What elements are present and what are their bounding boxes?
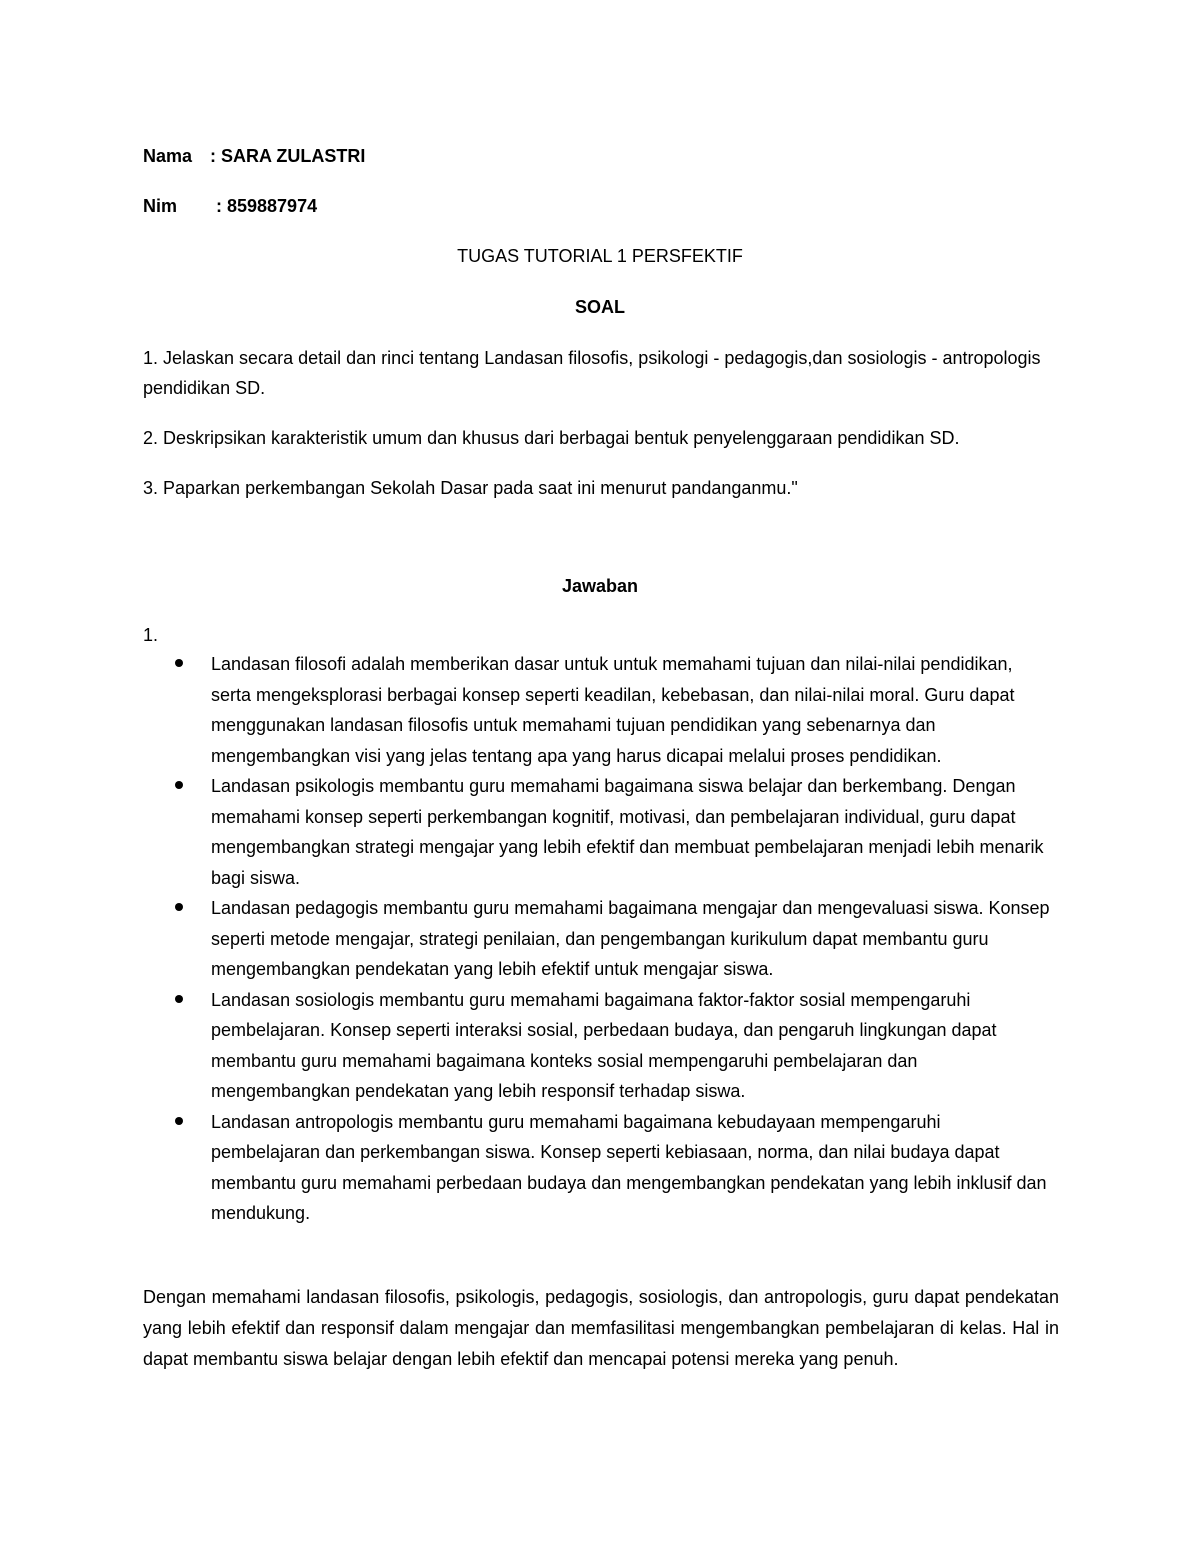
bullet-icon xyxy=(175,995,183,1003)
answer-number: 1. xyxy=(143,625,159,645)
list-item xyxy=(0,649,1053,771)
bullet-text: Landasan sosiologis membantu guru memahami bagaimana faktor-faktor sosial mempengaruhi pembelajaran. Konsep seperti interaksi sosial, perbedaan budaya, dan pengaruh lingkungan dapat membantu guru memahami bagaimana konteks sosial mempengaruhi pembelajaran dan mengembangkan pendekatan yang lebih responsif terhadap siswa. xyxy=(211,989,997,1101)
bullet-icon xyxy=(175,659,183,667)
list-item xyxy=(0,893,1053,985)
question-1: 1. Jelaskan secara detail dan rinci tentang Landasan filosofis, psikologi - pedagogis,dan sosiologis - antropologis pendidikan SD. xyxy=(143,348,1041,398)
answer-bullet-list xyxy=(0,649,1200,1229)
jawaban-heading: Jawaban xyxy=(561,576,639,596)
document-title: TUGAS TUTORIAL 1 PERSFEKTIF xyxy=(457,246,743,266)
bullet-icon xyxy=(175,1117,183,1125)
bullet-icon xyxy=(175,903,183,911)
bullet-icon xyxy=(175,781,183,789)
bullet-text: Landasan psikologis membantu guru memahami bagaimana siswa belajar dan berkembang. Dengan memahami konsep seperti perkembangan kognitif, motivasi, dan pembelajaran individual, guru dapat mengembangkan strategi mengajar yang lebih efektif dan membuat pembelajaran menjadi lebih menarik bagi siswa. xyxy=(211,776,1044,888)
list-item xyxy=(0,771,1053,893)
name-label: Nama xyxy=(143,146,193,166)
list-item xyxy=(0,985,1053,1107)
nim-value: : 859887974 xyxy=(216,196,318,216)
name-value: : SARA ZULASTRI xyxy=(210,146,366,166)
list-item xyxy=(0,1107,1053,1229)
question-2: 2. Deskripsikan karakteristik umum dan khusus dari berbagai bentuk penyelenggaraan pendidikan SD. xyxy=(143,428,960,448)
soal-heading: SOAL xyxy=(574,297,625,317)
bullet-text: Landasan filosofi adalah memberikan dasar untuk untuk memahami tujuan dan nilai-nilai pendidikan, serta mengeksplorasi berbagai konsep seperti keadilan, kebebasan, dan nilai-nilai moral. Guru dapat menggunakan landasan filosofis untuk memahami tujuan pendidikan yang sebenarnya dan mengembangkan visi yang jelas tentang apa yang harus dicapai melalui proses pendidikan. xyxy=(211,654,1015,766)
bullet-text: Landasan pedagogis membantu guru memahami bagaimana mengajar dan mengevaluasi siswa. Konsep seperti metode mengajar, strategi penilaian, dan pengembangan kurikulum dapat membantu guru mengembangkan pendekatan yang lebih efektif untuk mengajar siswa. xyxy=(211,898,1050,979)
conclusion-paragraph: Dengan memahami landasan filosofis, psikologis, pedagogis, sosiologis, dan antropologis, guru dapat pendekatan yang lebih efektif dan responsif dalam mengajar dan memfasilitasi mengembangkan pembelajaran di kelas. Hal in dapat membantu siswa belajar dengan lebih efektif dan mencapai potensi mereka yang penuh. xyxy=(143,1287,1059,1369)
nim-label: Nim xyxy=(143,196,178,216)
question-3: 3. Paparkan perkembangan Sekolah Dasar pada saat ini menurut pandanganmu." xyxy=(143,478,798,498)
bullet-text: Landasan antropologis membantu guru memahami bagaimana kebudayaan mempengaruhi pembelajaran dan perkembangan siswa. Konsep seperti kebiasaan, norma, dan nilai budaya dapat membantu guru memahami perbedaan budaya dan mengembangkan pendekatan yang lebih inklusif dan mendukung. xyxy=(211,1111,1047,1223)
